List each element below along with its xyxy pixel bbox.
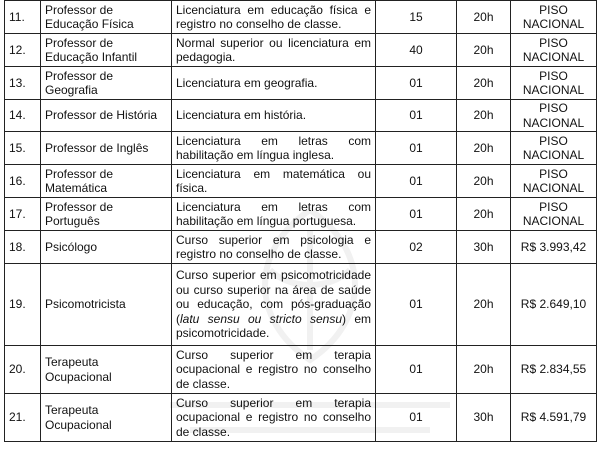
vacancies-cell: 01 bbox=[376, 198, 457, 231]
table-row bbox=[5, 231, 597, 264]
vacancies-cell: 15 bbox=[376, 1, 457, 34]
row-number: 14. bbox=[5, 100, 41, 132]
vacancies-cell: 01 bbox=[376, 67, 457, 100]
hours-cell: 20h bbox=[457, 1, 511, 34]
vacancies-cell: 01 bbox=[376, 394, 457, 442]
row-number: 11. bbox=[5, 1, 41, 34]
row-number: 16. bbox=[5, 165, 41, 198]
vacancies-cell: 02 bbox=[376, 231, 457, 264]
requirement-cell: Curso superior em terapia ocupacional e registro no conselho de classe. bbox=[172, 394, 376, 442]
requirement-cell: Licenciatura em geografia. bbox=[172, 67, 376, 100]
vacancies-cell: 01 bbox=[376, 132, 457, 165]
requirement-cell: Normal superior ou licenciatura em pedagogia. bbox=[172, 34, 376, 67]
hours-cell: 20h bbox=[457, 67, 511, 100]
table-row bbox=[5, 198, 597, 231]
requirement-cell: Curso superior em psicologia e registro no conselho de classe. bbox=[172, 231, 376, 264]
hours-cell: 20h bbox=[457, 100, 511, 132]
salary-cell: R$ 4.591,79 bbox=[511, 394, 597, 442]
requirement-cell: Licenciatura em educação física e registro no conselho de classe. bbox=[172, 1, 376, 34]
role-cell: Professor de Geografia bbox=[41, 67, 172, 100]
row-number: 21. bbox=[5, 394, 41, 442]
requirement-text-b: ) em psicomotricidade. bbox=[176, 311, 371, 341]
row-number: 19. bbox=[5, 264, 41, 346]
salary-cell: PISO NACIONAL bbox=[511, 165, 597, 198]
vacancies-cell: 01 bbox=[376, 264, 457, 346]
role-cell: Professor de Educação Física bbox=[41, 1, 172, 34]
row-number: 20. bbox=[5, 346, 41, 394]
vacancies-cell: 40 bbox=[376, 34, 457, 67]
role-cell: Professor de Matemática bbox=[41, 165, 172, 198]
salary-cell: PISO NACIONAL bbox=[511, 132, 597, 165]
requirement-cell: Licenciatura em história. bbox=[172, 100, 376, 132]
role-cell: Professor de Educação Infantil bbox=[41, 34, 172, 67]
role-cell: Professor de Português bbox=[41, 198, 172, 231]
role-cell: Psicólogo bbox=[41, 231, 172, 264]
hours-cell: 20h bbox=[457, 264, 511, 346]
role-cell: Psicomotricista bbox=[41, 264, 172, 346]
row-number: 17. bbox=[5, 198, 41, 231]
requirement-text-a: Curso superior em psicomotricidade ou curso superior na área de saúde ou educação, com pós-graduação ( bbox=[176, 268, 371, 326]
table-row bbox=[5, 264, 597, 346]
requirement-cell: Curso superior em terapia ocupacional e registro no conselho de classe. bbox=[172, 346, 376, 394]
hours-cell: 20h bbox=[457, 132, 511, 165]
positions-table bbox=[4, 0, 597, 442]
hours-cell: 30h bbox=[457, 394, 511, 442]
table-row bbox=[5, 165, 597, 198]
table-row bbox=[5, 394, 597, 442]
salary-cell: PISO NACIONAL bbox=[511, 100, 597, 132]
role-cell: Terapeuta Ocupacional bbox=[41, 346, 172, 394]
salary-cell: R$ 2.649,10 bbox=[511, 264, 597, 346]
requirement-cell: Licenciatura em letras com habilitação em língua inglesa. bbox=[172, 132, 376, 165]
row-number: 13. bbox=[5, 67, 41, 100]
table-row bbox=[5, 132, 597, 165]
salary-cell: R$ 2.834,55 bbox=[511, 346, 597, 394]
table-row bbox=[5, 67, 597, 100]
requirement-text-italic: latu sensu ou stricto sensu bbox=[180, 311, 343, 326]
row-number: 18. bbox=[5, 231, 41, 264]
table-row bbox=[5, 100, 597, 132]
table-row bbox=[5, 34, 597, 67]
salary-cell: PISO NACIONAL bbox=[511, 1, 597, 34]
row-number: 15. bbox=[5, 132, 41, 165]
vacancies-cell: 01 bbox=[376, 346, 457, 394]
role-cell: Professor de Inglês bbox=[41, 132, 172, 165]
role-cell: Professor de História bbox=[41, 100, 172, 132]
row-number: 12. bbox=[5, 34, 41, 67]
salary-cell: PISO NACIONAL bbox=[511, 198, 597, 231]
salary-cell: R$ 3.993,42 bbox=[511, 231, 597, 264]
hours-cell: 20h bbox=[457, 198, 511, 231]
vacancies-cell: 01 bbox=[376, 100, 457, 132]
salary-cell: PISO NACIONAL bbox=[511, 34, 597, 67]
hours-cell: 30h bbox=[457, 231, 511, 264]
table-row bbox=[5, 346, 597, 394]
requirement-cell bbox=[172, 264, 376, 346]
hours-cell: 20h bbox=[457, 34, 511, 67]
table-row bbox=[5, 1, 597, 34]
requirement-cell: Licenciatura em matemática ou física. bbox=[172, 165, 376, 198]
requirement-cell: Licenciatura em letras com habilitação em língua portuguesa. bbox=[172, 198, 376, 231]
role-cell: Terapeuta Ocupacional bbox=[41, 394, 172, 442]
vacancies-cell: 01 bbox=[376, 165, 457, 198]
hours-cell: 20h bbox=[457, 346, 511, 394]
salary-cell: PISO NACIONAL bbox=[511, 67, 597, 100]
hours-cell: 20h bbox=[457, 165, 511, 198]
